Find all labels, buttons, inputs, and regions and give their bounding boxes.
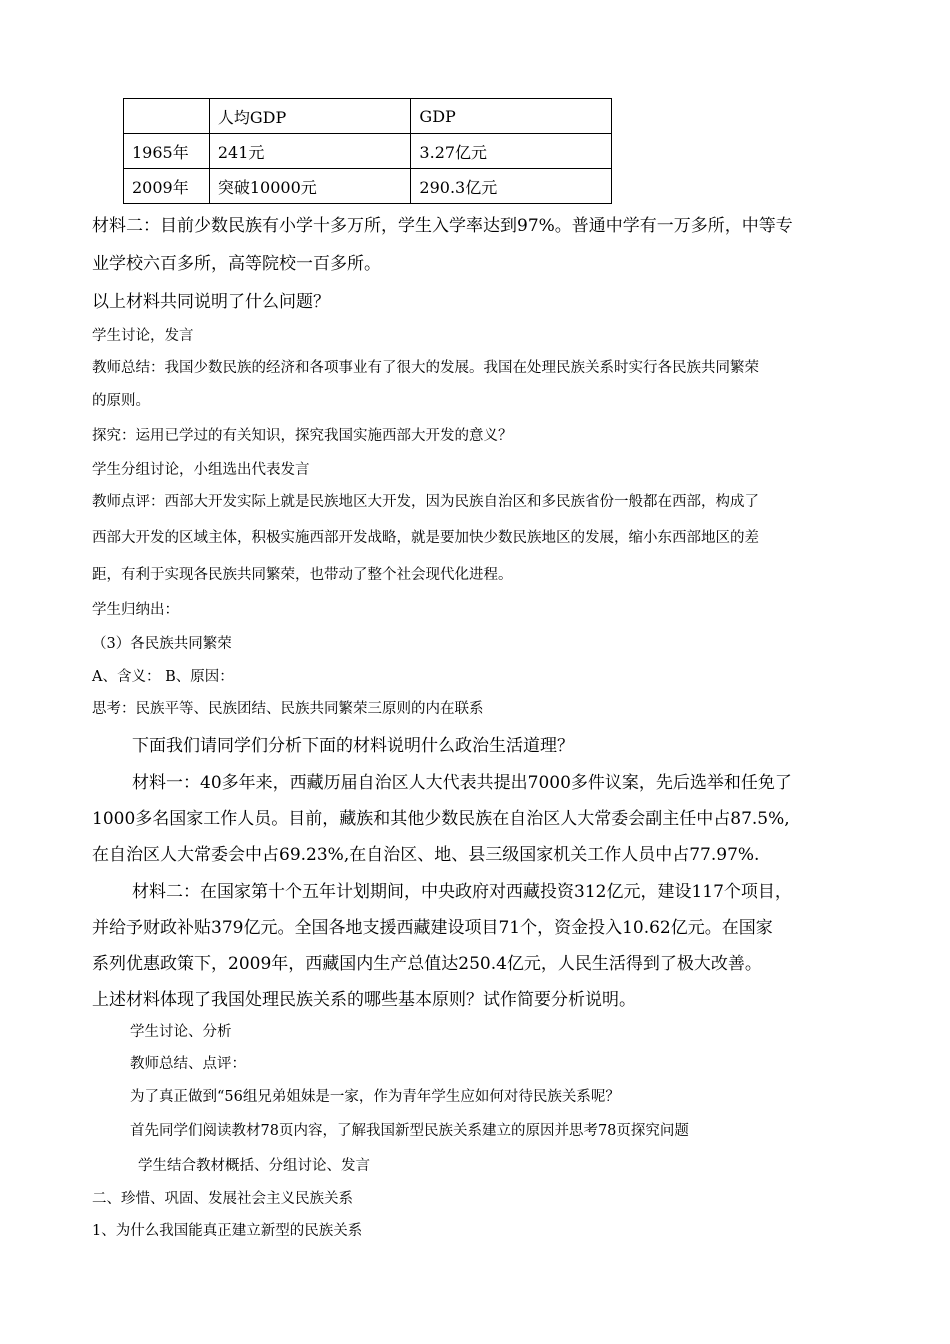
text-line: 在自治区人大常委会中占69.23%,在自治区、地、县三级国家机关工作人员中占77.97%. (92, 845, 760, 865)
text-line: 材料一：40多年来，西藏历届自治区人大代表共提出7000多件议案，先后选举和任免了 (132, 773, 792, 793)
text-line: A、含义： B、原因： (92, 669, 234, 685)
text-line: 业学校六百多所，高等院校一百多所。 (92, 254, 381, 274)
text-line: 探究：运用已学过的有关知识，探究我国实施西部大开发的意义？ (92, 428, 513, 444)
table-cell-gdp: 290.3亿元 (411, 169, 612, 204)
table-cell-gdp: 3.27亿元 (411, 134, 612, 169)
table-cell-year: 2009年 (124, 169, 210, 204)
text-line: 距，有利于实现各民族共同繁荣，也带动了整个社会现代化进程。 (92, 567, 513, 583)
text-line: 西部大开发的区域主体，积极实施西部开发战略，就是要加快少数民族地区的发展，缩小东西部地区的差 (92, 530, 759, 546)
text-line: 教师总结：我国少数民族的经济和各项事业有了很大的发展。我国在处理民族关系时实行各民族共同繁荣 (92, 360, 759, 376)
text-line: 系列优惠政策下，2009年，西藏国内生产总值达250.4亿元，人民生活得到了极大改善。 (92, 954, 762, 974)
text-line: 以上材料共同说明了什么问题？ (92, 292, 330, 312)
table-cell-per-capita-gdp: 241元 (209, 134, 411, 169)
text-line: 并给予财政补贴379亿元。全国各地支援西藏建设项目71个，资金投入10.62亿元。在国家 (92, 918, 773, 938)
table-header-row (124, 99, 612, 134)
text-line: 学生分组讨论，小组选出代表发言 (92, 462, 310, 478)
table-cell-per-capita-gdp: 突破10000元 (209, 169, 411, 204)
text-line: 为了真正做到“56组兄弟姐妹是一家，作为青年学生应如何对待民族关系呢？ (130, 1089, 620, 1105)
subsection-heading: 1、为什么我国能真正建立新型的民族关系 (92, 1223, 363, 1239)
gdp-table (123, 98, 612, 204)
text-line: 上述材料体现了我国处理民族关系的哪些基本原则？试作简要分析说明。 (92, 990, 636, 1010)
table-cell (124, 99, 210, 134)
table-header-per-capita-gdp: 人均GDP (209, 99, 411, 134)
text-line: 学生讨论，发言 (92, 328, 194, 344)
text-line: 1000多名国家工作人员。目前，藏族和其他少数民族在自治区人大常委会副主任中占87.5%, (92, 809, 790, 829)
table-row (124, 169, 612, 204)
text-line: 思考：民族平等、民族团结、民族共同繁荣三原则的内在联系 (92, 701, 484, 717)
text-line: 教师总结、点评： (130, 1056, 246, 1072)
table-cell-year: 1965年 (124, 134, 210, 169)
text-line: 学生结合教材概括、分组讨论、发言 (138, 1158, 370, 1174)
table-header-gdp: GDP (411, 99, 612, 134)
text-line: 材料二：目前少数民族有小学十多万所，学生入学率达到97%。普通中学有一万多所，中等专 (92, 216, 793, 236)
section-heading: 二、珍惜、巩固、发展社会主义民族关系 (92, 1191, 353, 1207)
text-line: 首先同学们阅读教材78页内容，了解我国新型民族关系建立的原因并思考78页探究问题 (130, 1123, 689, 1139)
text-line: 下面我们请同学们分析下面的材料说明什么政治生活道理？ (132, 736, 574, 756)
text-line: （3）各民族共同繁荣 (92, 636, 232, 652)
text-line: 的原则。 (92, 393, 150, 409)
text-line: 学生归纳出： (92, 602, 179, 618)
text-line: 材料二：在国家第十个五年计划期间，中央政府对西藏投资312亿元，建设117个项目， (132, 882, 792, 902)
table-row (124, 134, 612, 169)
text-line: 教师点评：西部大开发实际上就是民族地区大开发，因为民族自治区和多民族省份一般都在西部，构成了 (92, 494, 759, 510)
text-line: 学生讨论、分析 (130, 1024, 232, 1040)
